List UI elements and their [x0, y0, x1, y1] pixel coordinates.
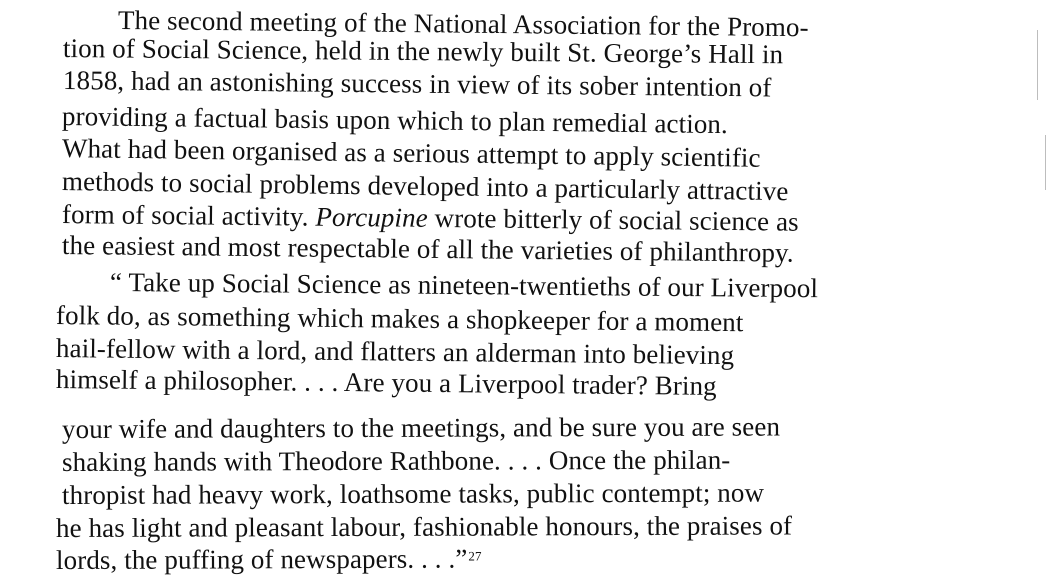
line-text-start: form of social activity. [61, 199, 316, 232]
line-text: tion of Social Science, held in the newly built St. George’s Hall in [62, 33, 784, 70]
line-text: “ Take up Social Science as nineteen-twentieths of our Liverpool [109, 267, 819, 304]
text-line-15 [62, 477, 764, 511]
text-line-14 [62, 444, 730, 478]
line-text: 1858, had an astonishing success in view of its sober intention of [62, 65, 772, 103]
text-line-12 [56, 363, 717, 402]
line-text: your wife and daughters to the meetings, and be sure you are seen [61, 411, 781, 444]
text-line-9 [110, 266, 818, 304]
text-line-16 [56, 509, 792, 544]
line-text: methods to social problems developed into a particularly attractive [61, 166, 789, 207]
line-text: folk do, as something which makes a shopkeeper for a moment [55, 300, 744, 338]
text-line-3 [63, 64, 772, 103]
publication-title-porcupine: Porcupine [315, 201, 428, 233]
text-line-8 [62, 229, 794, 269]
line-text: lords, the puffing of newspapers. . . .” [55, 543, 468, 575]
margin-scan-mark [1045, 135, 1046, 190]
footnote-reference: 27 [468, 548, 482, 564]
line-text: hail-fellow with a lord, and flatters an alderman into believing [55, 333, 735, 371]
line-text-end: wrote bitterly of social science as [427, 202, 799, 237]
margin-scan-mark [1037, 30, 1038, 100]
text-line-17 [56, 543, 482, 576]
line-text: the easiest and most respectable of all the varieties of philanthropy. [61, 230, 794, 268]
line-text: What had been organised as a serious attempt to apply scientific [61, 133, 761, 173]
line-text: thropist had heavy work, loathsome tasks, public contempt; now [61, 477, 765, 510]
text-line-13 [62, 410, 780, 445]
line-text: he has light and pleasant labour, fashionable honours, the praises of [55, 510, 793, 543]
line-text: providing a factual basis upon which to plan remedial action. [61, 101, 729, 140]
line-text: The second meeting of the National Association for the Promo- [117, 5, 809, 43]
line-text: himself a philosopher. . . . Are you a Liverpool trader? Bring [55, 364, 717, 401]
line-text: shaking hands with Theodore Rathbone. . . . Once the philan- [61, 444, 731, 477]
